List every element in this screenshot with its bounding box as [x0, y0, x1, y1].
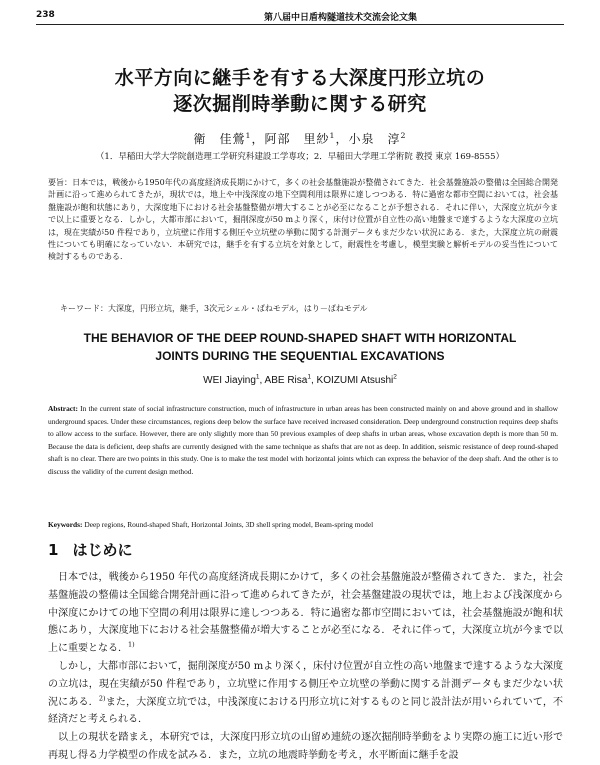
- page-header: [36, 8, 564, 24]
- body-p2a-text: しかし，大都市部において，掘削深度が50 mより深く，床付け位置が自立性の高い地盤まで達するような大深度の立坑は，現在実績が50 件程であり，立坑壁に作用する側圧や立坑壁の挙動に関する計測データもまだ少ない状況にある．: [48, 660, 563, 708]
- section-title: はじめに: [72, 541, 133, 559]
- author-jp-1-mark: 1: [245, 131, 252, 140]
- abstract-en-text: In the current state of social infrastructure construction, much of infrastructure in urban areas has been constructed mainly on and above ground and in shallow underground spaces. Under these circumstances, regions deep below the surface have received increased consideration. Deep underground construction requires deep shafts to allow access to the surface. However, there are only slightly more than 50 previous examples of deep shafts in urban areas, whose excavation depth is more than 50 m. Because the data is deficient, deep shafts are currently designed with the same technique as shafts that are not as deep. In addition, seismic resistance of deep round-shaped shaft is no clear. There are two points in this study. One is to make the test model with horizontal joints which can express the behavior of the deep shaft. And the other is to discuss the validity of the current design method.: [48, 404, 558, 476]
- body-p1-text: 日本では，戦後から1950 年代の高度経済成長期にかけて，多くの社会基盤施設が整備されてきた．また，社会基盤施設の整備は全国総合開発計画に沿って進められてきたが，社会基盤建設の現状では，地上および浅深度から中深度にかけての地下空間の利用は限界に達しつつある．特に過密な都市空間においては，社会基盤施設が飽和状態にあり，大深度地下における社会基盤整備が増大することが必至になる．それに伴って，大深度立坑が今まで以上に重要となる．: [48, 572, 563, 655]
- author-en-3-mark: 2: [393, 373, 397, 381]
- title-jp-line1: 水平方向に継手を有する大深度円形立坑の: [114, 67, 486, 89]
- abstract-en: [48, 403, 558, 479]
- keywords-en-label: Keywords:: [48, 520, 83, 529]
- author-en-2-mark: 1: [307, 373, 311, 381]
- keywords-jp-label: キーワード：: [60, 304, 108, 313]
- title-en-line2: JOINTS DURING THE SEQUENTIAL EXCAVATIONS: [155, 349, 445, 363]
- body-p2b-text: また，大深度立坑では，中浅深度における円形立坑に対するものと同じ設計法が用いられていて，不経済だと考えられる．: [48, 696, 563, 726]
- author-en-1: WEI Jiaying: [203, 375, 256, 386]
- keywords-jp-text: 大深度，円形立坑，継手，3次元シェル・ばねモデル，はり－ばねモデル: [108, 304, 368, 313]
- abstract-jp-label: 要旨：: [48, 178, 73, 187]
- body-p1-ref: 1): [128, 640, 135, 649]
- authors-en: [0, 375, 600, 386]
- body-paragraph-3: 以上の現状を踏まえ，本研究では，大深度円形立坑の山留め連続の逐次掘削時挙動をより実際の施工に近い形で再現し得る力学模型の作成を試みる．また，立坑の地震時挙動を考え，水平断面に継手を設: [48, 732, 563, 761]
- author-en-2: , ABE Risa: [259, 375, 308, 386]
- author-en-3: , KOIZUMI Atsushi: [310, 375, 394, 386]
- conference-title: 第八届中日盾构隧道技术交流会论文集: [264, 13, 418, 23]
- title-en-line1: THE BEHAVIOR OF THE DEEP ROUND-SHAPED SHAFT WITH HORIZONTAL: [83, 331, 517, 345]
- author-jp-2-mark: 1: [329, 131, 336, 140]
- header-rule: [36, 24, 564, 25]
- page-number: 238: [36, 10, 55, 20]
- affiliation-jp: （1．早稲田大学大学院創造理工学研究科建設工学専攻；2．早稲田大学理工学術院 教授 東京 169-8555）: [95, 152, 505, 162]
- abstract-jp: [48, 177, 558, 264]
- author-jp-2: ，阿部 里紗: [251, 132, 330, 146]
- author-jp-1: 衛 佳鶯: [193, 132, 246, 146]
- section-number: 1: [48, 541, 59, 559]
- abstract-jp-text: 日本では，戦後から1950年代の高度経済成長期にかけて，多くの社会基盤施設が整備されてきた．社会基盤施設の整備は全国総合開発計画に沿って進められてきたが，現状では，地上や中浅深度の地下空間利用は限界に達しつつある．特に過密な都市空間においては，社会基盤施設が飽和状態にあり，大深度地下における社会基盤整備が増大することが必至になることが予想される．それに伴い，大深度立坑が今まで以上に重要となる．しかし，大都市部において，掘削深度が50 mより深く，床付け位置が自立性の高い地盤まで達するような大深度の立坑は，現在実績が50 件程であり，立坑壁に作用する側圧や立坑壁の挙動に関する計測データもまだ少ない状況にある．また，大深度立坑の耐震性についても明確になっていない．本研究では，継手を有する立坑を対象として，耐震性を考慮し，模型実験と解析モデルの妥当性について検討するものである．: [48, 178, 558, 262]
- keywords-en-text: Deep regions, Round-shaped Shaft, Horizontal Joints, 3D shell spring model, Beam-spring model: [84, 520, 374, 529]
- author-jp-3: ，小泉 淳: [335, 132, 401, 146]
- title-jp-line2: 逐次掘削時挙動に関する研究: [173, 93, 427, 115]
- body-paragraph-1: [48, 569, 563, 658]
- body-text: [48, 569, 563, 765]
- author-en-1-mark: 1: [255, 373, 260, 381]
- keywords-jp: [60, 303, 560, 315]
- body-paragraph-2: [48, 658, 563, 729]
- authors-jp: [0, 130, 600, 147]
- author-jp-3-mark: 2: [400, 131, 407, 140]
- abstract-en-label: Abstract:: [48, 404, 78, 413]
- section-heading: [48, 539, 132, 560]
- keywords-en: [48, 519, 558, 531]
- body-p2-ref: 2): [98, 694, 106, 703]
